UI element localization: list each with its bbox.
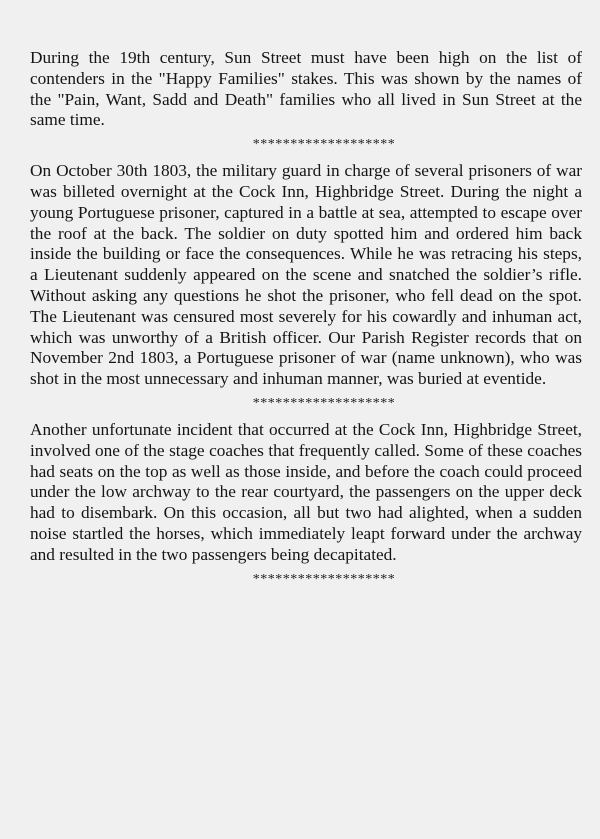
paragraph-portuguese-prisoner: On October 30th 1803, the military guard in charge of several prisoners of war was billeted overnight at the Cock Inn, Highbridge Street. During the night a young Portuguese prisoner, captured in a battle at sea, attempted to escape over the roof at the back. The soldier on duty spotted him and ordered him back inside the building or face the consequences. While he was retracing his steps, a Lieutenant suddenly appeared on the scene and snatched the soldier’s rifle. Without asking any questions he shot the prisoner, who fell dead on the spot. The Lieutenant was censured most severely for his cowardly and inhuman act, which was unworthy of a British officer. Our Parish Register records that on November 2nd 1803, a Portuguese prisoner of war (name unknown), who was shot in the most unnecessary and inhuman manner, was buried at eventide. <box>30 161 582 389</box>
page-body <box>30 48 582 596</box>
section-separator: ******************* <box>252 571 396 587</box>
paragraph-happy-families: During the 19th century, Sun Street must have been high on the list of contenders in the "Happy Families" stakes. This was shown by the names of the "Pain, Want, Sadd and Death" families who all lived in Sun Street at the same time. <box>30 48 582 130</box>
section-separator: ******************* <box>252 395 396 411</box>
section-separator: ******************* <box>252 137 396 153</box>
paragraph-stage-coach: Another unfortunate incident that occurred at the Cock Inn, Highbridge Street, involved one of the stage coaches that frequently called. Some of these coaches had seats on the top as well as those inside, and before the coach could proceed under the low archway to the rear courtyard, the passengers on the upper deck had to disembark. On this occasion, all but two had alighted, when a sudden noise startled the horses, which immediately leapt forward under the archway and resulted in the two passengers being decapitated. <box>30 419 582 564</box>
